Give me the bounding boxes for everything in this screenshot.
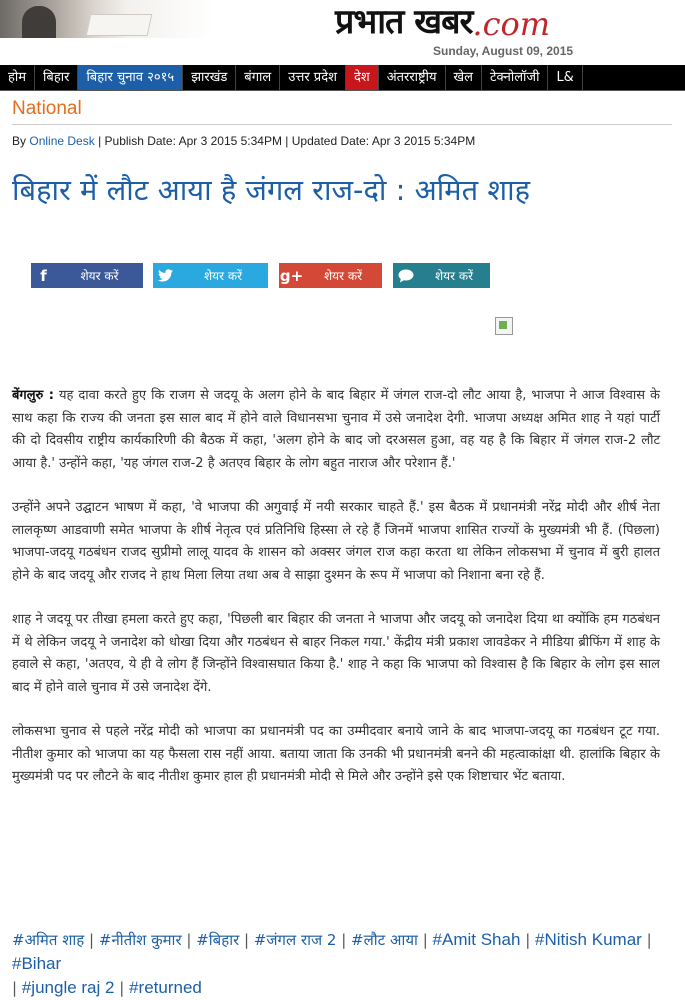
googleplus-share-button[interactable] [279, 263, 382, 288]
current-date: Sunday, August 09, 2015 [433, 44, 574, 58]
nav-uttar-pradesh[interactable]: उत्तर प्रदेश [280, 65, 346, 90]
publish-dates: | Publish Date: Apr 3 2015 5:34PM | Updated Date: Apr 3 2015 5:34PM [98, 134, 476, 148]
article-paragraph: उन्होंने अपने उद्घाटन भाषण में कहा, 'वे भाजपा की अगुवाई में नयी सरकार चाहते हैं.' इस बैठक में प्रधानमंत्री नरेंद्र मोदी और शीर्ष नेता लालकृष्ण आडवाणी समेत भाजपा के शीर्ष नेतृत्व एवं प्रतिनिधि हिस्सा ले रहे हैं जिनमें भाजपा शासित राज्यों के मुख्यमंत्री भी हैं. (पिछला) भाजपा-जदयू गठबंधन राजद सुप्रीमो लालू यादव के शासन को अक्सर जंगल राज कहा करता था लेकिन लोकसभा में चुनाव में बुरी हालत होने के बाद जदयू और राजद ने हाथ मिला लिया तथा अब वे साझा दुश्मन के रूप में भाजपा को निशाना बना रहे हैं. [12, 500, 660, 583]
dateline: बेंगलुरु : [12, 388, 54, 403]
author-link[interactable]: Online Desk [29, 134, 95, 148]
article-paragraph [12, 385, 660, 475]
logo-suffix: .com [472, 5, 551, 43]
tag-link[interactable]: #returned [129, 978, 202, 997]
article-body [12, 385, 660, 811]
nav-more[interactable]: L& [548, 65, 582, 90]
nav-desh[interactable]: देश [346, 65, 379, 90]
tag-link[interactable]: #Amit Shah [432, 930, 521, 949]
facebook-icon: f [40, 266, 47, 285]
comment-icon [393, 263, 418, 288]
nav-jharkhand[interactable]: झारखंड [183, 65, 236, 90]
twitter-icon [153, 263, 178, 288]
tag-link[interactable]: #Nitish Kumar [535, 930, 642, 949]
tag-link[interactable]: #jungle raj 2 [21, 978, 115, 997]
tag-link[interactable]: #नीतीश कुमार [98, 931, 182, 949]
nav-technology[interactable]: टेक्नोलॉजी [482, 65, 548, 90]
nav-international[interactable]: अंतरराष्ट्रीय [379, 65, 446, 90]
header-photo [0, 0, 213, 38]
article-paragraph: लोकसभा चुनाव से पहले नरेंद्र मोदी को भाजपा का प्रधानमंत्री पद का उम्मीदवार बनाये जाने के बाद भाजपा-जदयू का गठबंधन टूट गया. नीतीश कुमार को भाजपा का यह फैसला रास नहीं आया. बताया जाता कि उनकी भी प्रधानमंत्री बनने की महत्वाकांक्षा थी. हालांकि बिहार के मुख्यमंत्री पद पर लौटने के बाद नीतीश कुमार हाल ही प्रधानमंत्री मोदी से मिले और उन्होंने इसे एक शिष्टाचार भेंट बताया. [12, 724, 660, 784]
twitter-share-button[interactable] [153, 263, 268, 288]
tag-list: #अमित शाह | #नीतीश कुमार | #बिहार | #जंगल राज 2 | #लौट आया | #Amit Shah | #Nitish Kumar | #Bihar | #jungle raj 2 | #returned [12, 930, 652, 997]
site-logo[interactable] [335, 0, 550, 44]
main-nav [0, 65, 685, 91]
site-header [0, 0, 685, 64]
section-title: National [12, 98, 672, 125]
photo-figure [22, 6, 56, 38]
article-headline: बिहार में लौट आया है जंगल राज-दो : अमित शाह [12, 173, 531, 207]
broken-image-icon [495, 317, 513, 335]
paragraph-text: यह दावा करते हुए कि राजग से जदयू के अलग होने के बाद बिहार में जंगल राज-दो लौट आया है, भाजपा ने आज विश्वास के साथ कहा कि राज्य की जनता इस साल बाद में होने वाले विधानसभा चुनाव में उसे जनादेश देगी. भाजपा अध्यक्ष अमित शाह ने यहां पार्टी की दो दिवसीय राष्ट्रीय कार्यकारिणी की बैठक में कहा, 'अलग होने के बाद जो दरअसल हुआ, वह यह है कि बिहार में जंगल राज-2 लौट आया है.' उन्होंने कहा, 'यह जंगल राज-2 है अतएव बिहार के लोग बहुत नाराज और परेशान हैं.' [12, 388, 660, 471]
tag-link[interactable]: #Bihar [12, 954, 62, 973]
comment-share-label: शेयर करें [435, 269, 473, 283]
byline-by: By [12, 134, 27, 148]
nav-home[interactable]: होम [0, 65, 35, 90]
googleplus-share-label: शेयर करें [324, 269, 362, 283]
twitter-share-label: शेयर करें [204, 269, 242, 283]
facebook-share-label: शेयर करें [80, 269, 119, 283]
byline [12, 134, 475, 148]
google-plus-icon: g+ [279, 266, 304, 285]
tag-link[interactable]: #बिहार [196, 931, 240, 949]
facebook-share-button[interactable] [31, 263, 143, 288]
comment-share-button[interactable] [393, 263, 490, 288]
nav-bihar-election[interactable]: बिहार चुनाव २०१५ [78, 65, 183, 90]
nav-bengal[interactable]: बंगाल [236, 65, 280, 90]
nav-sports[interactable]: खेल [446, 65, 482, 90]
nav-bihar[interactable]: बिहार [35, 65, 78, 90]
photo-newspaper [86, 14, 153, 36]
tag-link[interactable]: #लौट आया [351, 931, 418, 949]
article-paragraph: शाह ने जदयू पर तीखा हमला करते हुए कहा, 'पिछली बार बिहार की जनता ने भाजपा और जदयू को जनादेश दिया था क्योंकि हम गठबंधन में थे लेकिन जदयू ने जनादेश को धोखा दिया और गठबंधन से बाहर निकल गया.' केंद्रीय मंत्री प्रकाश जावडेकर ने मीडिया ब्रीफिंग में शाह के हवाले से कहा, 'अतएव, ये ही वे लोग हैं जिन्होंने विश्वासघात किया है.' शाह ने कहा कि भाजपा को विश्वास है कि बिहार के लोग इस साल बाद में होने वाले चुनाव में उसे जनादेश देंगे. [12, 612, 660, 695]
logo-text: प्रभात खबर [335, 2, 473, 42]
tag-link[interactable]: #जंगल राज 2 [253, 931, 337, 949]
tag-link[interactable]: #अमित शाह [12, 931, 85, 949]
